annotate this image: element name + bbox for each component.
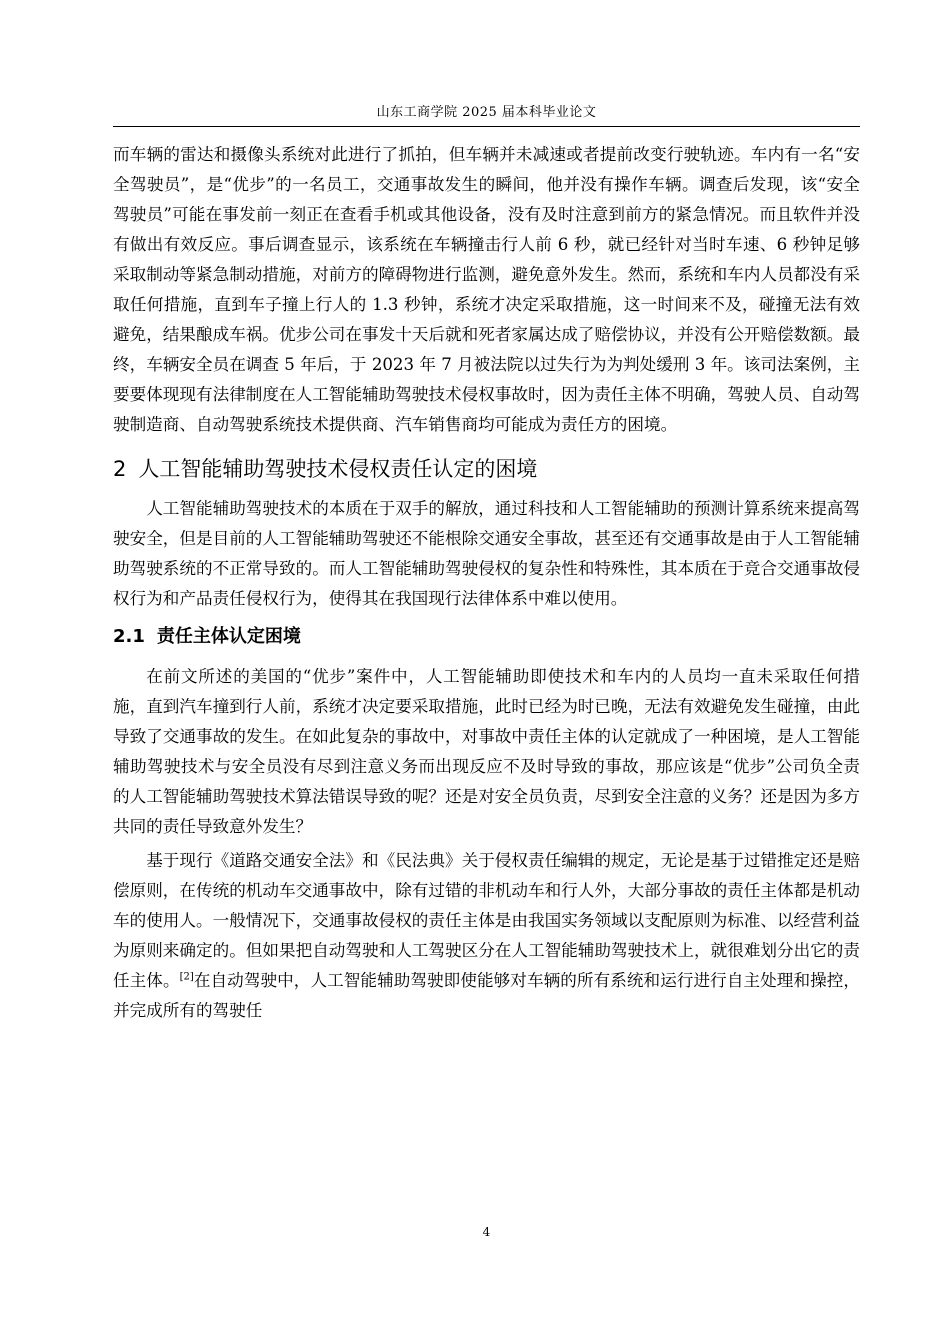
section-number: 2 xyxy=(113,457,127,481)
paragraph-text: 基于现行《道路交通安全法》和《民法典》关于侵权责任编辑的规定，无论是基于过错推定还是赔偿原则，在传统的机动车交通事故中，除有过错的非机动车和行人外，大部分事故的责任主体都是机动车的使用人。一般情况下，交通事故侵权的责任主体是由我国实务领域以支配原则为标准、以经营利益为原则来确定的。但如果把自动驾驶和人工驾驶区分在人工智能辅助驾驶技术上，就很难划分出它的责任主体。 xyxy=(113,851,860,990)
paragraph-text: 在自动驾驶中，人工智能辅助驾驶即使能够对车辆的所有系统和运行进行自主处理和操控，并完成所有的驾驶任 xyxy=(113,971,861,1020)
body-paragraph xyxy=(113,846,860,1026)
page-body xyxy=(113,140,860,1026)
body-paragraph: 在前文所述的美国的“优步”案件中，人工智能辅助即使技术和车内的人员均一直未采取任何措施，直到汽车撞到行人前，系统才决定要采取措施，此时已经为时已晚，无法有效避免发生碰撞，由此导致了交通事故的发生。在如此复杂的事故中，对事故中责任主体的认定就成了一种困境，是人工智能辅助驾驶技术与安全员没有尽到注意义务而出现反应不及时导致的事故，那应该是“优步”公司负全责的人工智能辅助驾驶技术算法错误导致的呢？还是对安全员负责，尽到安全注意的义务？还是因为多方共同的责任导致意外发生？ xyxy=(113,667,860,836)
body-paragraph: 而车辆的雷达和摄像头系统对此进行了抓拍，但车辆并未减速或者提前改变行驶轨迹。车内有一名“安全驾驶员”，是“优步”的一名员工，交通事故发生的瞬间，他并没有操作车辆。调查后发现，该“安全驾驶员”可能在事发前一刻正在查看手机或其他设备，没有及时注意到前方的紧急情况。而且软件并没有做出有效反应。事后调查显示，该系统在车辆撞击行人前 6 秒，就已经针对当时车速、6 秒钟足够采取制动等紧急制动措施，对前方的障碍物进行监测，避免意外发生。然而，系统和车内人员都没有采取任何措施，直到车子撞上行人的 1.3 秒钟，系统才决定采取措施，这一时间来不及，碰撞无法有效避免，结果酿成车祸。优步公司在事发十天后就和死者家属达成了赔偿协议，并没有公开赔偿数额。最终，车辆安全员在调查 5 年后，于 2023 年 7 月被法院以过失行为为判处缓刑 3 年。该司法案例，主要要体现现有法律制度在人工智能辅助驾驶技术侵权事故时，因为责任主体不明确，驾驶人员、自动驾驶制造商、自动驾驶系统技术提供商、汽车销售商均可能成为责任方的困境。 xyxy=(113,145,860,434)
citation-reference[interactable]: [2] xyxy=(179,971,194,983)
header-rule xyxy=(113,126,860,127)
subsection-number: 2.1 xyxy=(113,626,145,647)
page-number: 4 xyxy=(482,1225,491,1239)
running-header: 山东工商学院 2025 届本科毕业论文 xyxy=(376,105,597,120)
subsection-heading xyxy=(113,622,860,652)
body-paragraph: 人工智能辅助驾驶技术的本质在于双手的解放，通过科技和人工智能辅助的预测计算系统来提高驾驶安全，但是目前的人工智能辅助驾驶还不能根除交通安全事故，甚至还有交通事故是由于人工智能辅助驾驶系统的不正常导致的。而人工智能辅助驾驶侵权的复杂性和特殊性，其本质在于竞合交通事故侵权行为和产品责任侵权行为，使得其在我国现行法律体系中难以使用。 xyxy=(113,499,860,608)
section-heading xyxy=(113,454,860,484)
subsection-title: 责任主体认定困境 xyxy=(156,626,301,647)
section-title: 人工智能辅助驾驶技术侵权责任认定的困境 xyxy=(138,457,538,481)
